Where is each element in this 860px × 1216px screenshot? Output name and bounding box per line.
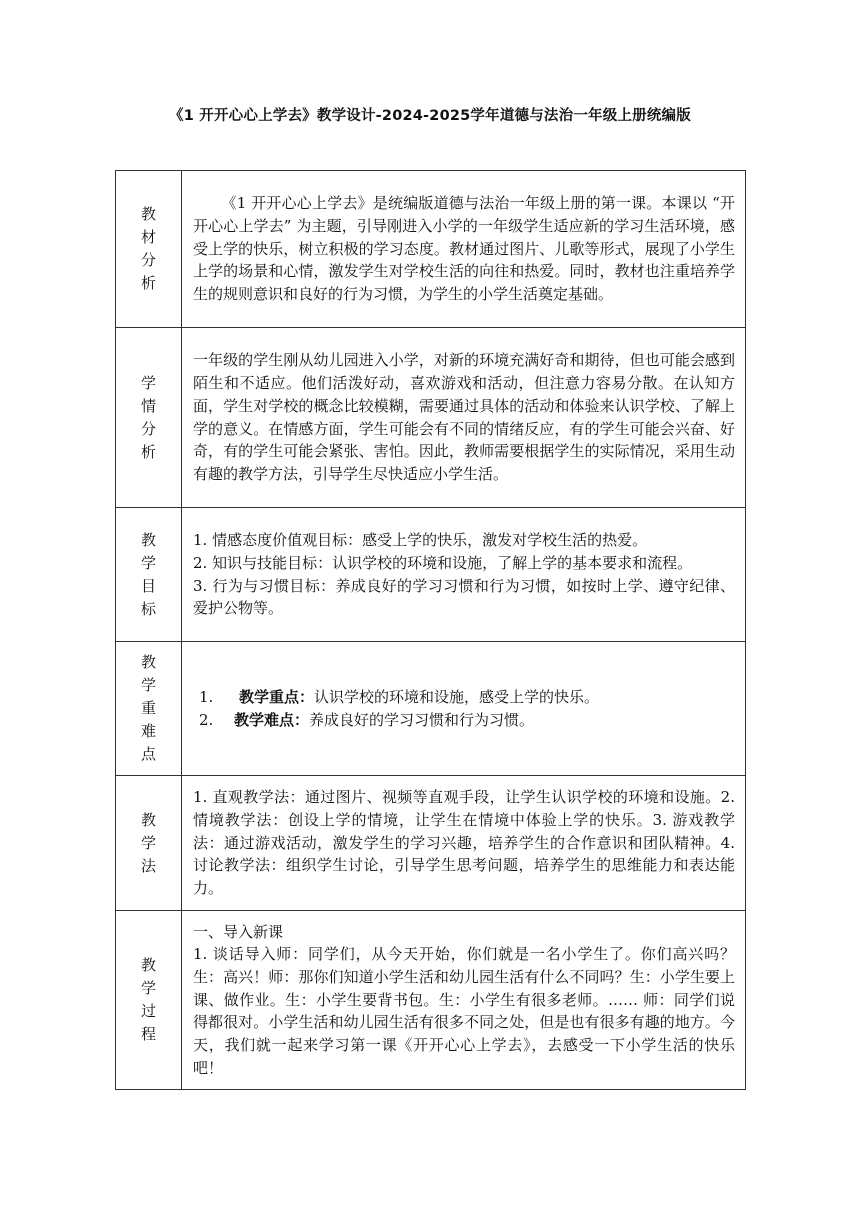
row-content bbox=[182, 171, 746, 328]
row-content bbox=[182, 508, 746, 642]
row-label: 教 材 分 析 bbox=[116, 171, 182, 328]
paragraph: 《1 开开心心上学去》是统编版道德与法治一年级上册的第一课。本课以 “开开心心上学去” 为主题，引导刚进入小学的一年级学生适应新的学习生活环境，感受上学的快乐，树立积极的学习态度。教材通过图片、儿歌等形式，展现了小学生上学的场景和心情，激发学生对学校生活的向往和热爱。同时，教材也注重培养学生的规则意识和良好的行为习惯，为学生的小学生活奠定基础。 bbox=[193, 194, 735, 304]
table-row-teaching-methods bbox=[116, 776, 746, 911]
paragraph: 1. 谈话导入师：同学们，从今天开始，你们就是一名小学生了。你们高兴吗？生：高兴！师：那你们知道小学生活和幼儿园生活有什么不同吗？生：小学生要上课、做作业。生：小学生要背书包。生：小学生有很多老师。…… 师：同学们说得都很对。小学生活和幼儿园生活有很多不同之处，但是也有很多有趣的地方。今天，我们就一起来学习第一课《开开心心上学去》，去感受一下小学生活的快乐吧！ bbox=[193, 945, 735, 1077]
list-item: 2. 教学难点：养成良好的学习习惯和行为习惯。 bbox=[199, 710, 535, 729]
paragraph: 一年级的学生刚从幼儿园进入小学，对新的环境充满好奇和期待，但也可能会感到陌生和不适应。他们活泼好动，喜欢游戏和活动，但注意力容易分散。在认知方面，学生对学校的概念比较模糊，需要通过具体的活动和体验来认识学校、了解上学的意义。在情感方面，学生可能会有不同的情绪反应，有的学生可能会兴奋、好奇，有的学生可能会紧张、害怕。因此，教师需要根据学生的实际情况，采用生动有趣的教学方法，引导学生尽快适应小学生活。 bbox=[193, 351, 735, 483]
key-point-label: 教学重点： bbox=[239, 687, 315, 706]
list-item: 3. 行为与习惯目标：养成良好的学习习惯和行为习惯，如按时上学、遵守纪律、爱护公物等。 bbox=[193, 576, 735, 618]
row-label: 教 学 法 bbox=[116, 776, 182, 911]
section-heading: 一、导入新课 bbox=[193, 922, 284, 941]
paragraph: 1. 直观教学法：通过图片、视频等直观手段，让学生认识学校的环境和设施。2. 情境教学法：创设上学的情境，让学生在情境中体验上学的快乐。3. 游戏教学法：通过游戏活动，激发学生的学习兴趣，培养学生的合作意识和团队精神。4. 讨论教学法：组织学生讨论，引导学生思考问题，培养学生的思维能力和表达能力。 bbox=[193, 788, 735, 898]
list-item: 2. 知识与技能目标：认识学校的环境和设施，了解上学的基本要求和流程。 bbox=[193, 553, 693, 572]
table-row-student-analysis bbox=[116, 328, 746, 508]
row-label: 教 学 过 程 bbox=[116, 911, 182, 1090]
row-content bbox=[182, 328, 746, 508]
row-content bbox=[182, 776, 746, 911]
list-item: 1. 情感态度价值观目标：感受上学的快乐，激发对学校生活的热爱。 bbox=[193, 531, 648, 550]
row-label: 教 学 目 标 bbox=[116, 508, 182, 642]
row-label: 学 情 分 析 bbox=[116, 328, 182, 508]
difficulty-label: 教学难点： bbox=[234, 710, 310, 729]
row-content bbox=[182, 911, 746, 1090]
table-row-textbook-analysis bbox=[116, 171, 746, 328]
lesson-plan-table bbox=[115, 170, 746, 1090]
table-row-key-points bbox=[116, 642, 746, 776]
table-row-teaching-objectives bbox=[116, 508, 746, 642]
page-title: 《1 开开心心上学去》教学设计-2024-2025学年道德与法治一年级上册统编版 bbox=[169, 108, 691, 124]
row-label: 教 学 重 难 点 bbox=[116, 642, 182, 776]
table-row-teaching-process bbox=[116, 911, 746, 1090]
list-item: 1. 教学重点：认识学校的环境和设施，感受上学的快乐。 bbox=[199, 687, 600, 706]
row-content bbox=[182, 642, 746, 776]
